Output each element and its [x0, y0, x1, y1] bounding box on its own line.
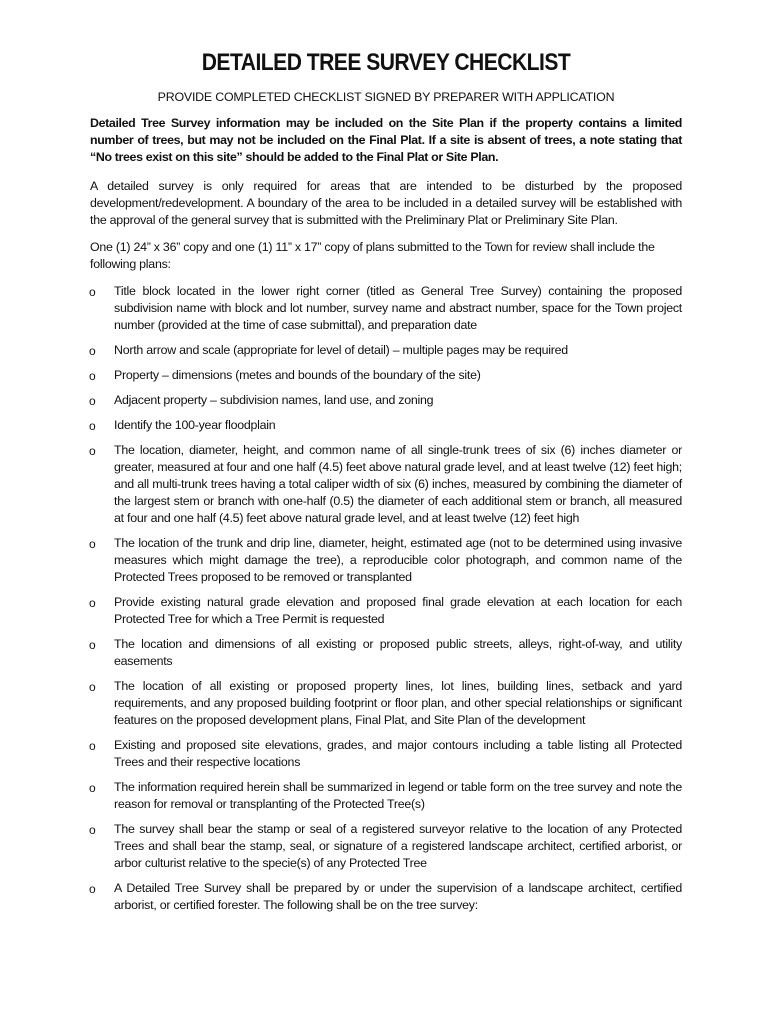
survey-requirement-paragraph: A detailed survey is only required for areas that are intended to be disturbed by the proposed development/redevelopment. A boundary of the area to be included in a detailed survey will be established with the approval of the general survey that is submitted with the Preliminary Plat or Preliminary Site Plan. — [90, 179, 682, 227]
document-title: DETAILED TREE SURVEY CHECKLIST — [201, 49, 571, 76]
checklist-item-text: The information required herein shall be summarized in legend or table form on the tree survey and note the reason for removal or transplanting of the Protected Tree(s) — [114, 780, 682, 811]
checklist-item-text: Existing and proposed site elevations, grades, and major contours including a table listing all Protected Trees and their respective locations — [114, 738, 682, 769]
checklist-item — [90, 880, 682, 914]
checklist-item-text: Adjacent property – subdivision names, land use, and zoning — [114, 393, 434, 407]
bullet-icon: o — [89, 882, 96, 896]
checklist-item-text: A Detailed Tree Survey shall be prepared by or under the supervision of a landscape architect, certified arborist, or certified forester. The following shall be on the tree survey: — [114, 881, 682, 912]
checklist-item — [90, 392, 682, 409]
checklist-item-text: Property – dimensions (metes and bounds of the boundary of the site) — [114, 368, 481, 382]
bullet-icon: o — [89, 369, 96, 383]
checklist-item — [90, 417, 682, 434]
checklist-item-text: Provide existing natural grade elevation and proposed final grade elevation at each location for each Protected Tree for which a Tree Permit is requested — [114, 595, 682, 626]
checklist-item — [90, 636, 682, 670]
intro-bold-paragraph: Detailed Tree Survey information may be included on the Site Plan if the property contains a limited number of trees, but may not be included on the Final Plat. If a site is absent of trees, a note stating that “No trees exist on this site” should be added to the Final Plat or Site Plan. — [90, 116, 682, 164]
checklist-item-text: The location of all existing or proposed property lines, lot lines, building lines, setback and yard requirements, and any proposed building footprint or floor plan, and other special relationships or significant features on the proposed development plans, Final Plat, and Site Plan of the development — [114, 679, 682, 727]
bullet-icon: o — [89, 823, 96, 837]
checklist-item — [90, 283, 682, 334]
bullet-icon: o — [89, 444, 96, 458]
plan-copies-paragraph: One (1) 24” x 36” copy and one (1) 11” x 17” copy of plans submitted to the Town for review shall include the following plans: — [90, 240, 655, 271]
bullet-icon: o — [89, 419, 96, 433]
checklist — [90, 283, 682, 914]
checklist-item — [90, 535, 682, 586]
checklist-item-text: North arrow and scale (appropriate for level of detail) – multiple pages may be required — [114, 343, 568, 357]
checklist-item-text: The location of the trunk and drip line, diameter, height, estimated age (not to be determined using invasive measures which might damage the tree), a reproducible color photograph, and common name of the Protected Trees proposed to be removed or transplanted — [114, 536, 682, 584]
checklist-item-text: The location, diameter, height, and common name of all single-trunk trees of six (6) inches diameter or greater, measured at four and one half (4.5) feet above natural grade level, and at least twelve (12) feet high; and all multi-trunk trees having a total caliper width of six (6) inches, measured by combining the diameter of the largest stem or branch with one-half (0.5) the diameter of each additional stem or branch, all measured at four and one half (4.5) feet above natural grade level, and at least twelve (12) feet high — [114, 443, 682, 525]
checklist-item — [90, 442, 682, 527]
bullet-icon: o — [89, 394, 96, 408]
bullet-icon: o — [89, 781, 96, 795]
checklist-item-text: Identify the 100-year floodplain — [114, 418, 276, 432]
document-subtitle: PROVIDE COMPLETED CHECKLIST SIGNED BY PREPARER WITH APPLICATION — [157, 90, 615, 104]
bullet-icon: o — [89, 596, 96, 610]
checklist-item — [90, 737, 682, 771]
document-page — [90, 46, 682, 922]
checklist-item — [90, 342, 682, 359]
checklist-item-text: The location and dimensions of all existing or proposed public streets, alleys, right-of-way, and utility easements — [114, 637, 682, 668]
checklist-item — [90, 678, 682, 729]
checklist-item — [90, 367, 682, 384]
bullet-icon: o — [89, 285, 96, 299]
checklist-item-text: Title block located in the lower right corner (titled as General Tree Survey) containing the proposed subdivision name with block and lot number, survey name and abstract number, space for the Town project number (provided at the time of case submittal), and preparation date — [114, 284, 682, 332]
checklist-item — [90, 594, 682, 628]
bullet-icon: o — [89, 638, 96, 652]
bullet-icon: o — [89, 344, 96, 358]
bullet-icon: o — [89, 739, 96, 753]
bullet-icon: o — [89, 537, 96, 551]
checklist-item — [90, 821, 682, 872]
bullet-icon: o — [89, 680, 96, 694]
checklist-item-text: The survey shall bear the stamp or seal of a registered surveyor relative to the location of any Protected Trees and shall bear the stamp, seal, or signature of a registered landscape architect, certified arborist, or arbor culturist relative to the specie(s) of any Protected Tree — [114, 822, 682, 870]
checklist-item — [90, 779, 682, 813]
